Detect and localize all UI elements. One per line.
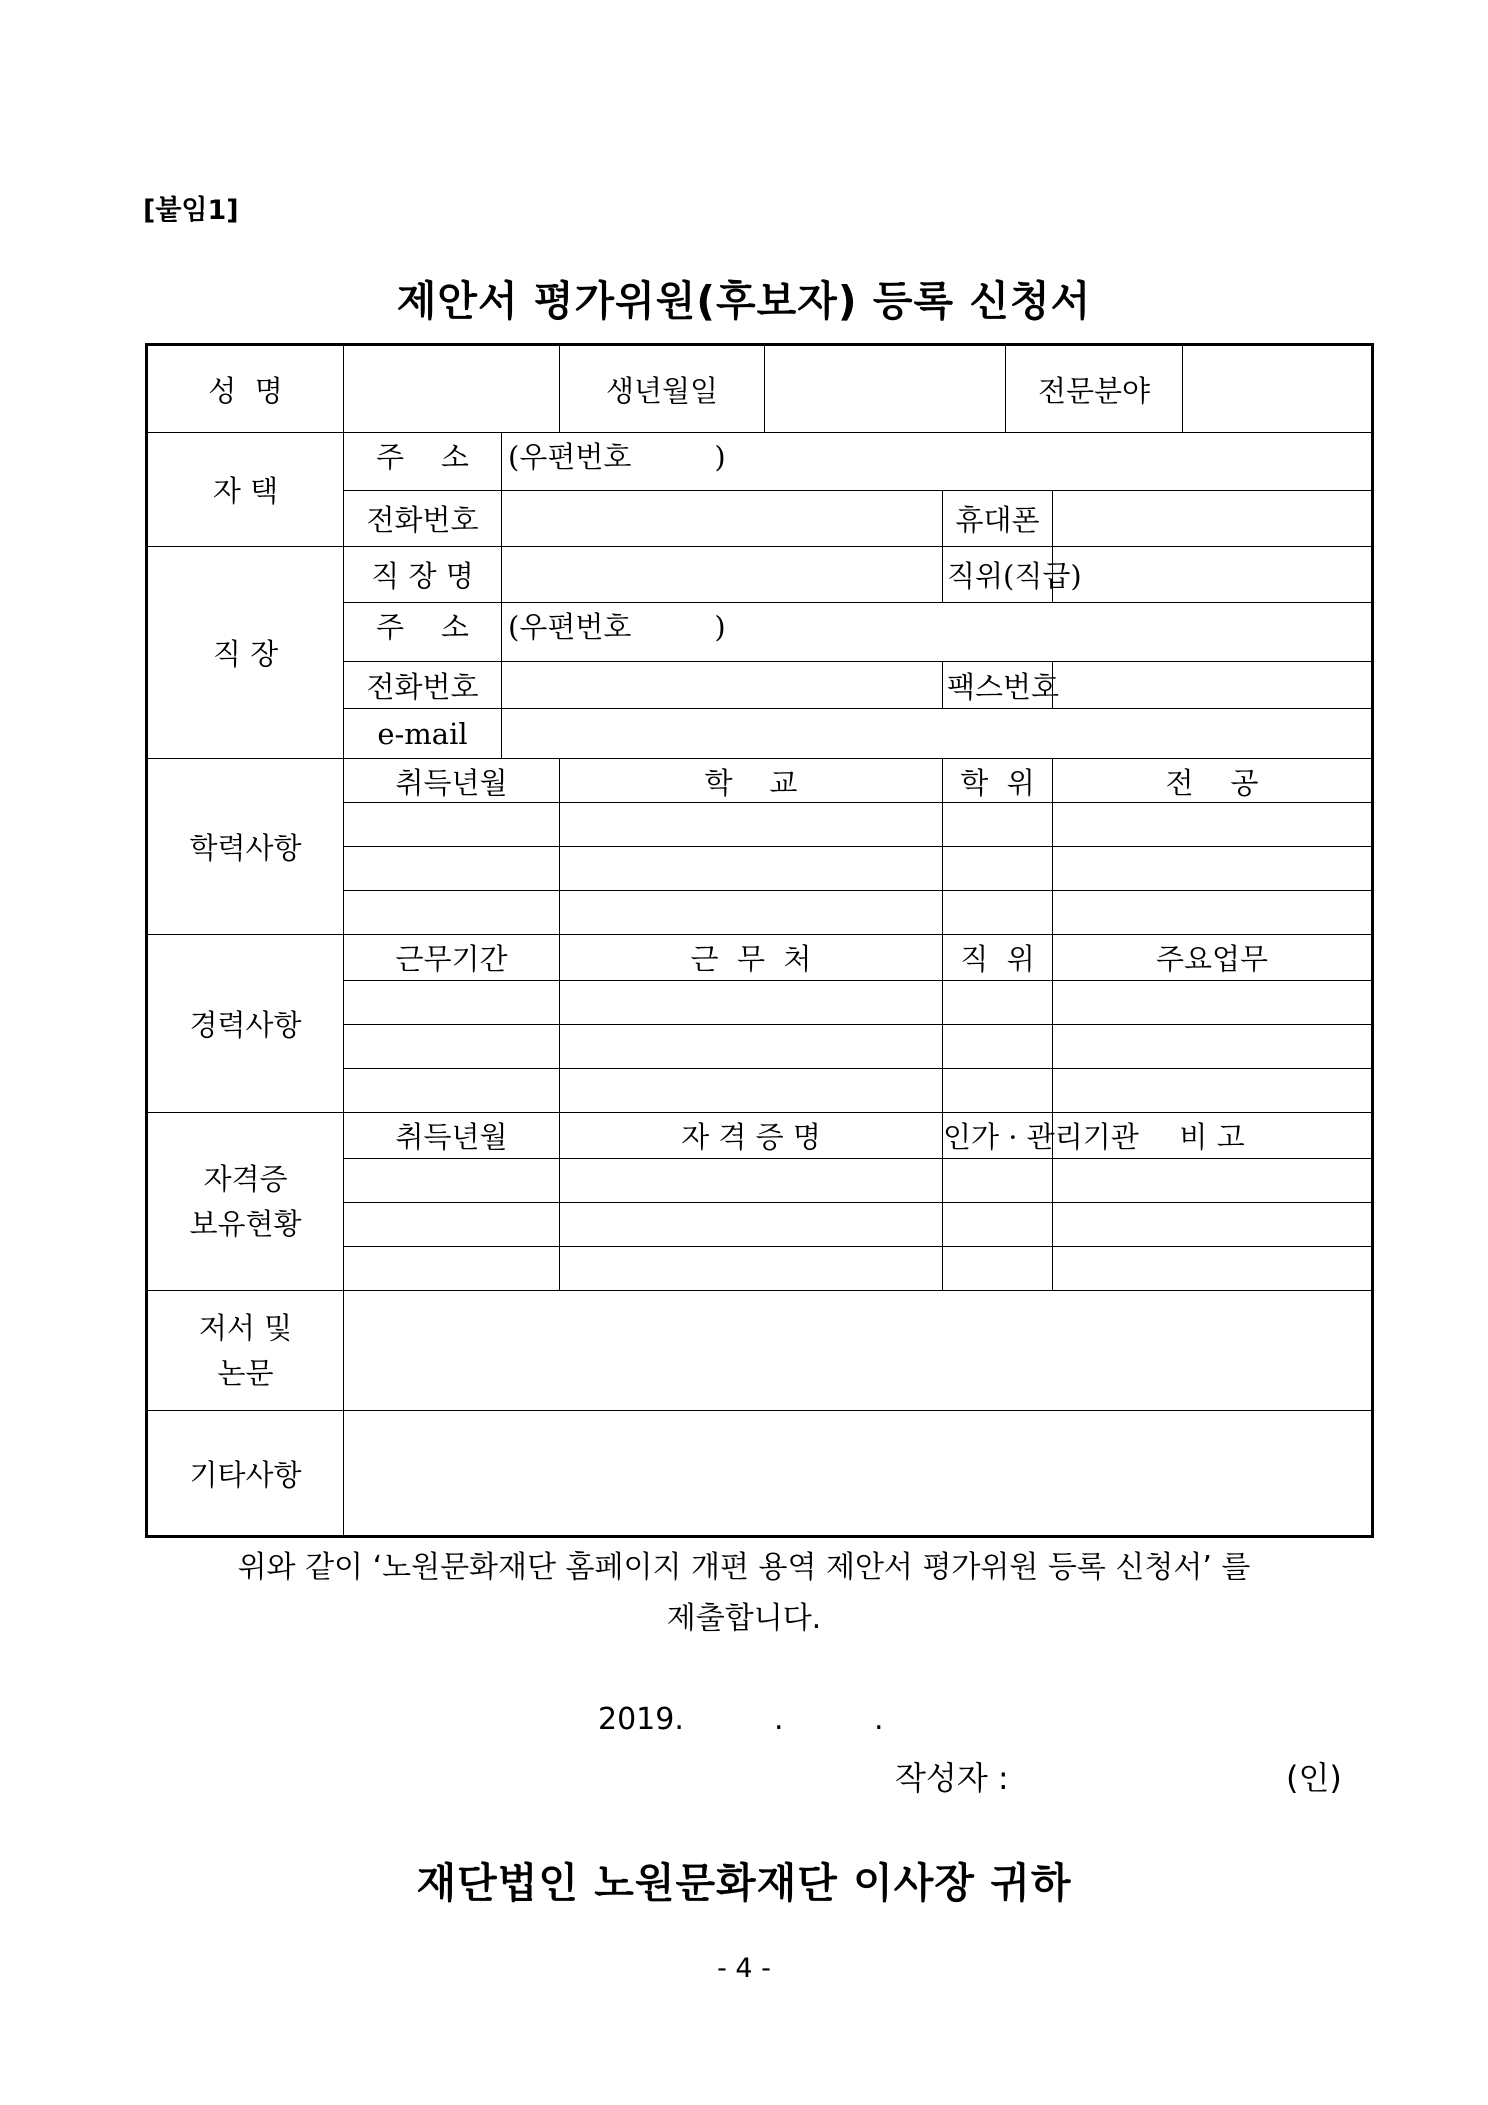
table-cell[interactable] — [560, 1203, 943, 1247]
table-cell[interactable] — [344, 1203, 560, 1247]
license-header-authority: 인가 · 관리기관 — [943, 1113, 1053, 1159]
company-name-label: 직 장 명 — [344, 547, 502, 603]
license-header-name: 자 격 증 명 — [560, 1113, 943, 1159]
table-cell[interactable] — [943, 803, 1053, 847]
writer-label: 작성자 : — [895, 1759, 1009, 1797]
career-header-period: 근무기간 — [344, 935, 560, 981]
license-label-line1: 자격증 — [203, 1161, 288, 1196]
date-month-separator: . — [774, 1702, 784, 1737]
date-year: 2019. — [598, 1702, 684, 1737]
work-position-input[interactable] — [1053, 547, 1373, 603]
table-cell[interactable] — [943, 1069, 1053, 1113]
table-cell[interactable] — [344, 847, 560, 891]
work-address-input[interactable]: (우편번호 ) — [502, 603, 1373, 662]
table-cell[interactable] — [560, 803, 943, 847]
birth-label: 생년월일 — [560, 345, 765, 433]
work-position-label: 직위(직급) — [943, 547, 1053, 603]
career-header-duties: 주요업무 — [1053, 935, 1373, 981]
table-cell[interactable] — [943, 1025, 1053, 1069]
name-input[interactable] — [344, 345, 560, 433]
table-cell[interactable] — [560, 891, 943, 935]
registration-form-table — [145, 343, 1374, 1538]
table-cell[interactable] — [560, 1025, 943, 1069]
table-cell[interactable] — [344, 1247, 560, 1291]
field-label: 전문분야 — [1006, 345, 1183, 433]
table-cell[interactable] — [560, 1159, 943, 1203]
etc-label: 기타사항 — [147, 1411, 344, 1537]
education-label: 학력사항 — [147, 759, 344, 935]
work-fax-input[interactable] — [1053, 662, 1373, 709]
table-cell[interactable] — [1053, 891, 1373, 935]
table-cell[interactable] — [344, 891, 560, 935]
table-cell[interactable] — [1053, 1069, 1373, 1113]
table-cell[interactable] — [943, 1203, 1053, 1247]
company-name-input[interactable] — [502, 547, 943, 603]
table-cell[interactable] — [943, 1247, 1053, 1291]
date-day-separator: . — [874, 1702, 884, 1737]
education-header-degree: 학 위 — [943, 759, 1053, 803]
education-header-major: 전 공 — [1053, 759, 1373, 803]
table-cell[interactable] — [943, 1159, 1053, 1203]
etc-input[interactable] — [344, 1411, 1373, 1537]
attachment-label: [붙임1] — [143, 195, 239, 226]
career-label: 경력사항 — [147, 935, 344, 1113]
publications-label-line1: 저서 및 — [198, 1310, 293, 1345]
career-header-position: 직 위 — [943, 935, 1053, 981]
work-fax-label: 팩스번호 — [943, 662, 1053, 709]
addressee: 재단법인 노원문화재단 이사장 귀하 — [416, 1859, 1072, 1907]
work-label: 직 장 — [147, 547, 344, 759]
table-cell[interactable] — [1053, 1159, 1373, 1203]
license-header-remarks: 비 고 — [1053, 1113, 1373, 1159]
table-cell[interactable] — [560, 1247, 943, 1291]
table-cell[interactable] — [943, 891, 1053, 935]
education-header-date: 취득년월 — [344, 759, 560, 803]
home-label: 자 택 — [147, 433, 344, 547]
license-label — [147, 1113, 344, 1291]
work-phone-input[interactable] — [502, 662, 943, 709]
career-header-workplace: 근 무 처 — [560, 935, 943, 981]
name-label: 성 명 — [147, 345, 344, 433]
form-title: 제안서 평가위원(후보자) 등록 신청서 — [396, 277, 1092, 325]
declaration-line2: 제출합니다. — [666, 1601, 822, 1636]
table-cell[interactable] — [1053, 981, 1373, 1025]
table-cell[interactable] — [943, 847, 1053, 891]
work-email-label: e-mail — [344, 709, 502, 759]
publications-label — [147, 1291, 344, 1411]
table-cell[interactable] — [560, 847, 943, 891]
seal-label: (인) — [1286, 1759, 1342, 1797]
table-cell[interactable] — [344, 1069, 560, 1113]
table-cell[interactable] — [1053, 1025, 1373, 1069]
education-header-school: 학 교 — [560, 759, 943, 803]
license-header-date: 취득년월 — [344, 1113, 560, 1159]
home-mobile-label: 휴대폰 — [943, 491, 1053, 547]
table-cell[interactable] — [943, 981, 1053, 1025]
table-cell[interactable] — [1053, 1247, 1373, 1291]
publications-input[interactable] — [344, 1291, 1373, 1411]
work-email-input[interactable] — [502, 709, 1373, 759]
table-cell[interactable] — [344, 981, 560, 1025]
birth-input[interactable] — [765, 345, 1006, 433]
home-phone-input[interactable] — [502, 491, 943, 547]
table-cell[interactable] — [560, 981, 943, 1025]
table-cell[interactable] — [1053, 803, 1373, 847]
work-phone-label: 전화번호 — [344, 662, 502, 709]
page-number: - 4 - — [717, 1953, 771, 1984]
home-address-input[interactable]: (우편번호 ) — [502, 433, 1373, 491]
publications-label-line2: 논문 — [217, 1355, 274, 1390]
declaration-line1: 위와 같이 ‘노원문화재단 홈페이지 개편 용역 제안서 평가위원 등록 신청서’ 를 — [237, 1550, 1251, 1585]
license-label-line2: 보유현황 — [189, 1206, 302, 1241]
home-address-label: 주 소 — [344, 433, 502, 491]
home-mobile-input[interactable] — [1053, 491, 1373, 547]
home-phone-label: 전화번호 — [344, 491, 502, 547]
table-cell[interactable] — [344, 1025, 560, 1069]
table-cell[interactable] — [344, 1159, 560, 1203]
table-cell[interactable] — [344, 803, 560, 847]
field-input[interactable] — [1183, 345, 1373, 433]
table-cell[interactable] — [560, 1069, 943, 1113]
table-cell[interactable] — [1053, 847, 1373, 891]
work-address-label: 주 소 — [344, 603, 502, 662]
table-cell[interactable] — [1053, 1203, 1373, 1247]
